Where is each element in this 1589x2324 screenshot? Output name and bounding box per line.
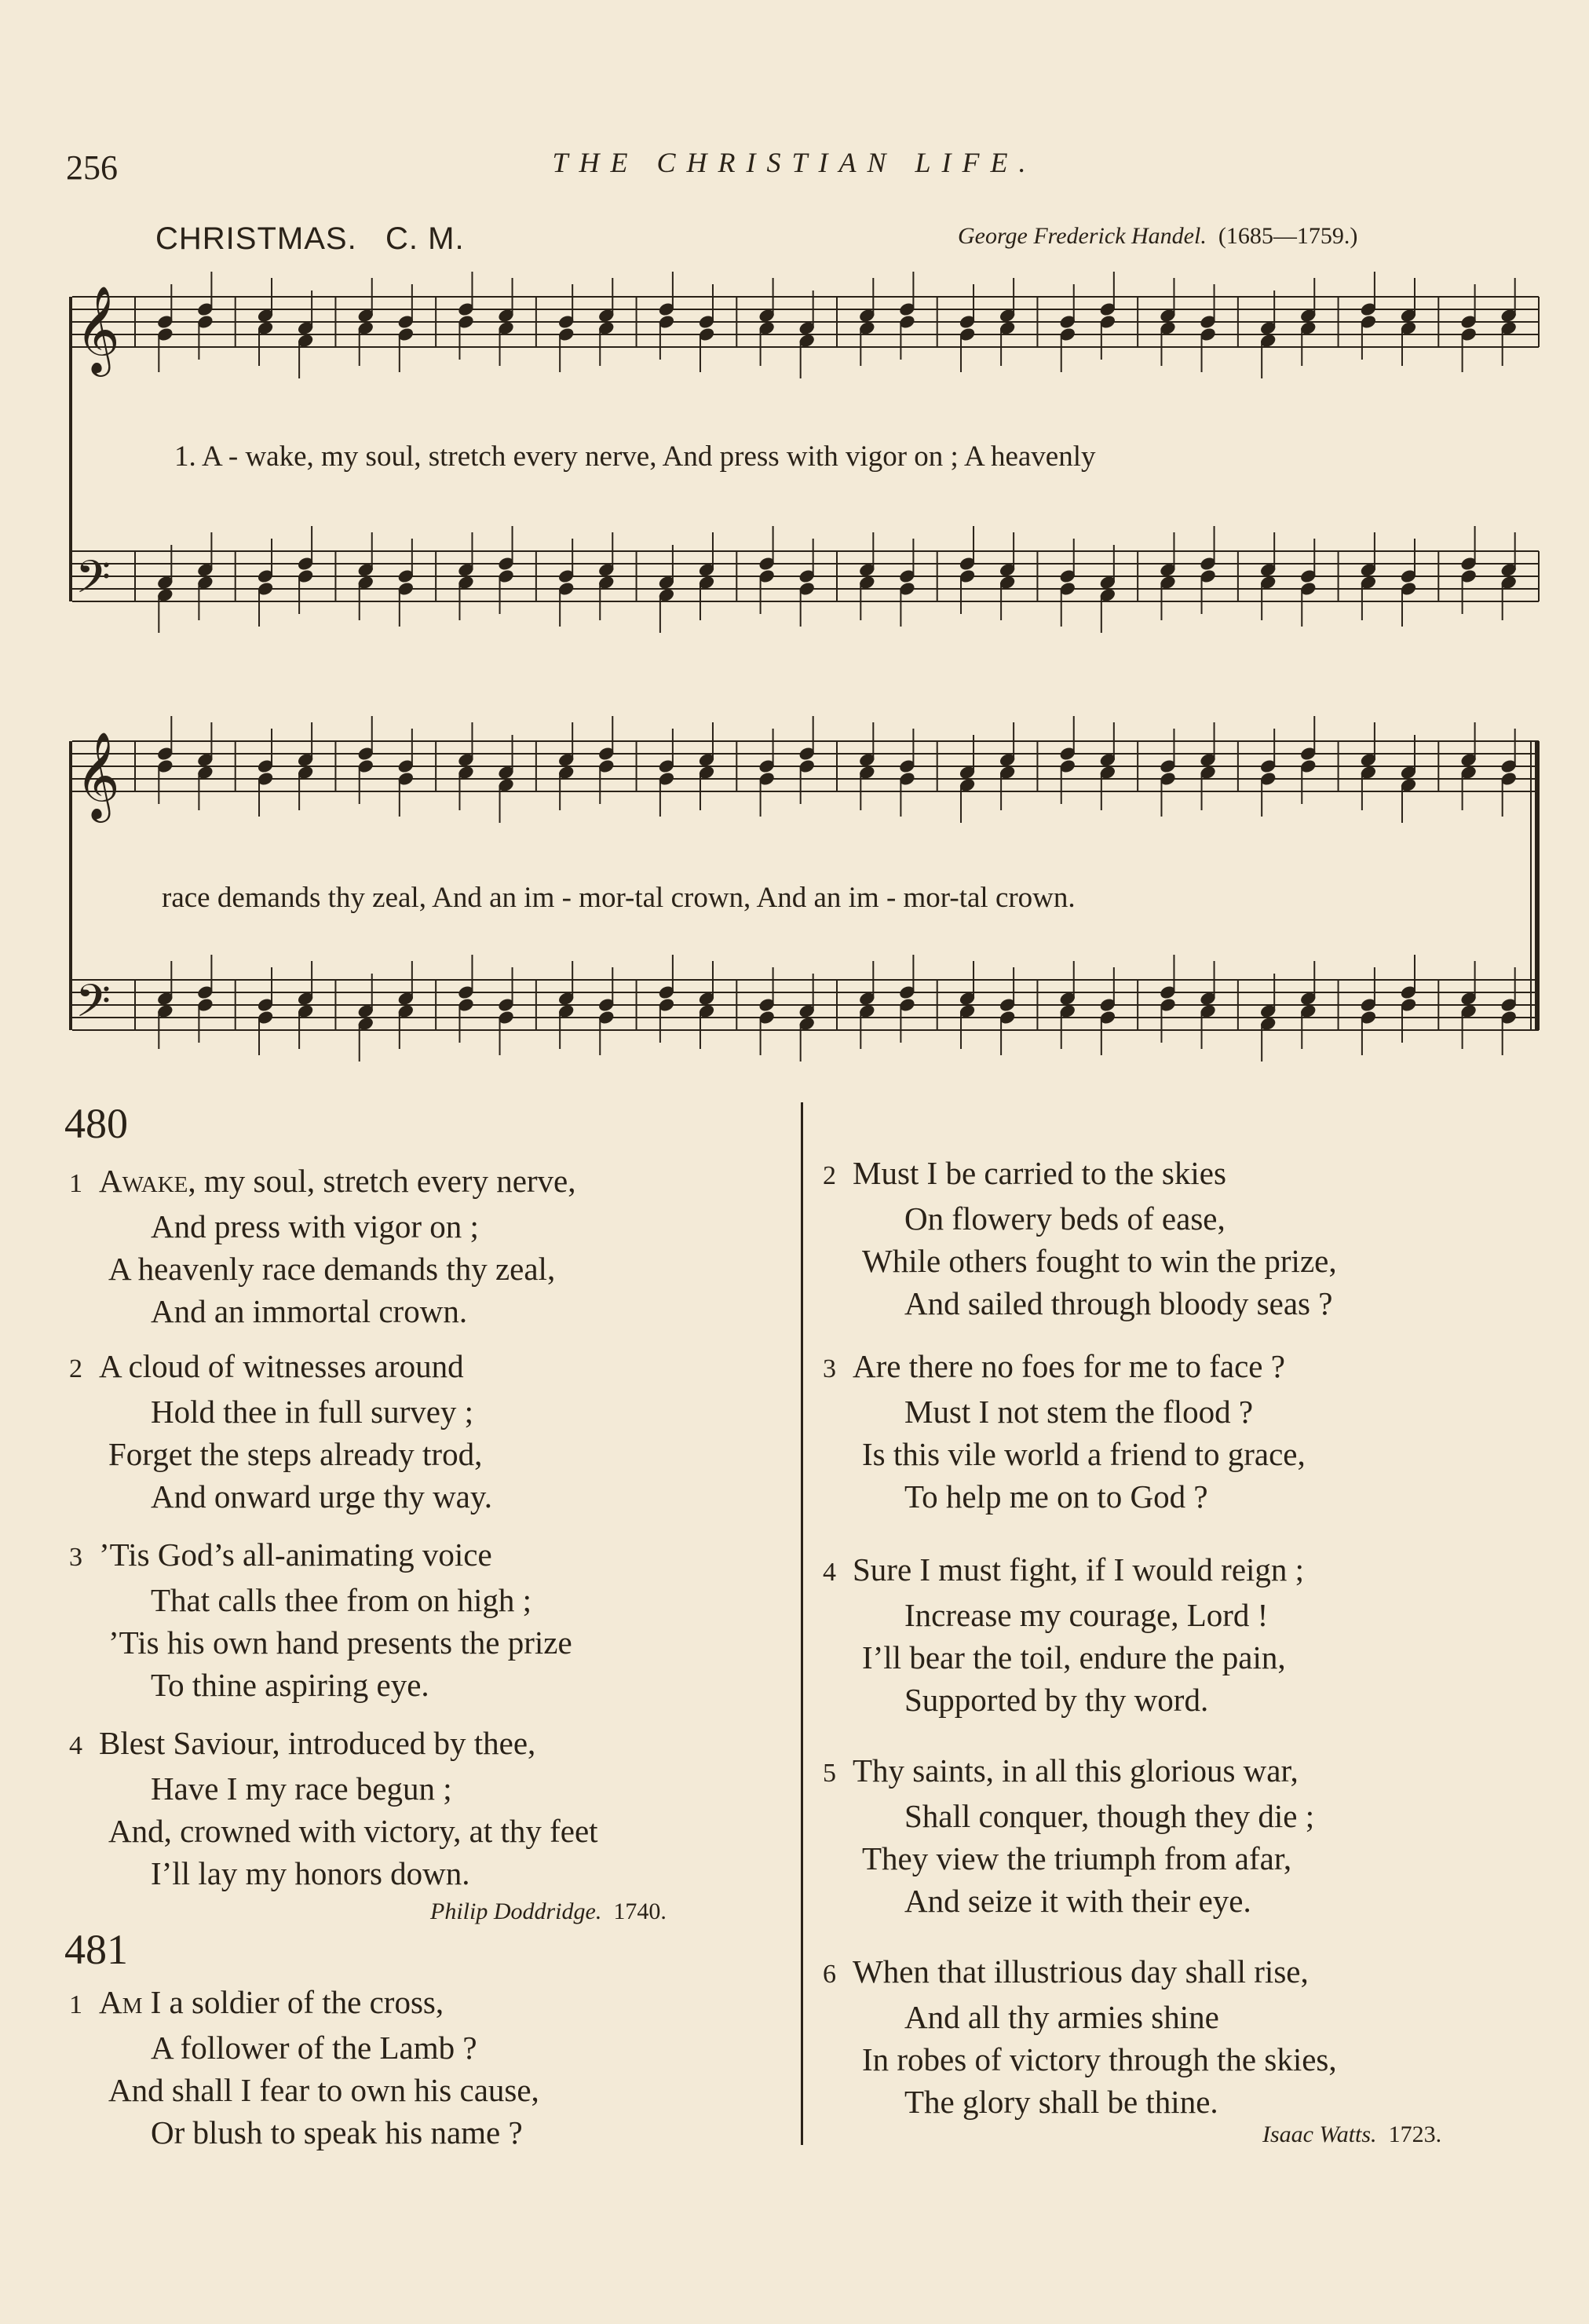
verse-line: They view the triumph from afar,	[862, 1840, 1292, 1876]
stanza-number: 1	[69, 1169, 82, 1198]
stanza-number: 3	[69, 1543, 82, 1572]
verse-line: Increase my courage, Lord !	[904, 1597, 1269, 1633]
first-word: Awake	[99, 1163, 188, 1199]
verse-line: Must I be carried to the skies	[853, 1155, 1226, 1191]
verse-line: Have I my race begun ;	[151, 1770, 452, 1807]
verse-line: Must I not stem the flood ?	[904, 1394, 1254, 1430]
hymn-number: 481	[64, 1926, 128, 1973]
attribution	[430, 1898, 667, 1925]
composer-dates: (1685—1759.)	[1218, 223, 1358, 249]
verse-line: ’Tis God’s all-animating voice	[99, 1537, 492, 1573]
verse-line: A heavenly race demands thy zeal,	[108, 1251, 556, 1287]
verse-line: And press with vigor on ;	[151, 1208, 479, 1244]
verse-line: ’Tis his own hand presents the prize	[108, 1624, 572, 1661]
stanza	[69, 1533, 572, 1706]
stanza	[69, 1345, 492, 1518]
verse-line: And, crowned with victory, at thy feet	[108, 1813, 598, 1849]
stanza	[823, 1950, 1337, 2123]
verse-line: Supported by thy word.	[904, 1682, 1209, 1718]
verse-line: Sure I must fight, if I would reign ;	[853, 1551, 1305, 1588]
verse-line: To thine aspiring eye.	[151, 1667, 429, 1703]
stanza-number: 2	[69, 1354, 82, 1383]
page-number: 256	[66, 148, 118, 187]
tune-meter: C. M.	[385, 221, 465, 256]
first-word: Am	[99, 1984, 143, 2020]
verse-line: I a soldier of the cross,	[142, 1984, 444, 2020]
stanza-number: 2	[823, 1161, 836, 1190]
verse-line: While others fought to win the prize,	[862, 1243, 1337, 1279]
verse-line: To help me on to God ?	[904, 1478, 1208, 1515]
verse-line: A cloud of witnesses around	[99, 1348, 464, 1384]
verse-line: Is this vile world a friend to grace,	[862, 1436, 1306, 1472]
treble-clef-icon: 𝄞	[75, 731, 120, 819]
verse-line: I’ll lay my honors down.	[151, 1855, 470, 1891]
stanza	[823, 1152, 1337, 1325]
stanza	[69, 1981, 539, 2154]
verse-line: , my soul, stretch every nerve,	[188, 1163, 576, 1199]
verse-line: And all thy armies shine	[904, 1999, 1219, 2035]
composer-name: George Frederick Handel.	[958, 223, 1207, 249]
stanza	[69, 1160, 576, 1332]
stanza-number: 1	[69, 1990, 82, 2019]
stanza-number: 3	[823, 1354, 836, 1383]
verse-line: Or blush to speak his name ?	[151, 2114, 523, 2150]
stanza	[69, 1722, 598, 1895]
year: 1723.	[1388, 2121, 1442, 2147]
verse-line: And seize it with their eye.	[904, 1883, 1251, 1919]
verse-line: Forget the steps already trod,	[108, 1436, 483, 1472]
stanza	[823, 1548, 1304, 1721]
hymn-number: 480	[64, 1100, 128, 1147]
tune-name: CHRISTMAS.	[155, 221, 357, 256]
stanza-number: 4	[69, 1731, 82, 1760]
verse-line: Blest Saviour, introduced by thee,	[99, 1725, 536, 1761]
author: Philip Doddridge.	[430, 1898, 602, 1924]
verse-line: Hold thee in full survey ;	[151, 1394, 474, 1430]
verse-line: And an immortal crown.	[151, 1293, 468, 1329]
verse-line: I’ll bear the toil, endure the pain,	[862, 1639, 1286, 1675]
verse-line: In robes of victory through the skies,	[862, 2041, 1337, 2077]
stanza	[823, 1345, 1306, 1518]
stanza-number: 4	[823, 1558, 836, 1587]
running-title: THE CHRISTIAN LIFE.	[552, 147, 1037, 178]
attribution	[1262, 2121, 1441, 2148]
stanza-number: 5	[823, 1759, 836, 1788]
verse-line: Thy saints, in all this glorious war,	[853, 1752, 1299, 1789]
bass-clef-icon: 𝄢	[75, 974, 111, 1039]
bass-clef-icon: 𝄢	[75, 550, 111, 615]
verse-line: On flowery beds of ease,	[904, 1200, 1226, 1237]
verse-line: That calls thee from on high ;	[151, 1582, 532, 1618]
verse-line: A follower of the Lamb ?	[151, 2030, 477, 2066]
stanza	[823, 1749, 1314, 1922]
verse-line: And shall I fear to own his cause,	[108, 2072, 539, 2108]
author: Isaac Watts.	[1262, 2121, 1377, 2147]
verse-line: Are there no foes for me to face ?	[853, 1348, 1285, 1384]
lyric-line-2: race demands thy zeal, And an im - mor-tal crown, And an im - mor-tal crown.	[162, 882, 1076, 914]
column-divider	[801, 1102, 803, 2145]
treble-clef-icon: 𝄞	[75, 285, 120, 373]
verse-line: When that illustrious day shall rise,	[853, 1953, 1309, 1990]
verse-line: And sailed through bloody seas ?	[904, 1285, 1333, 1321]
year: 1740.	[613, 1898, 667, 1924]
verse-line: The glory shall be thine.	[904, 2084, 1218, 2120]
verse-line: Shall conquer, though they die ;	[904, 1798, 1315, 1834]
verse-line: And onward urge thy way.	[151, 1478, 492, 1515]
stanza-number: 6	[823, 1960, 836, 1989]
lyric-line-1: 1. A - wake, my soul, stretch every nerve, And press with vigor on ; A heavenly	[174, 440, 1096, 473]
